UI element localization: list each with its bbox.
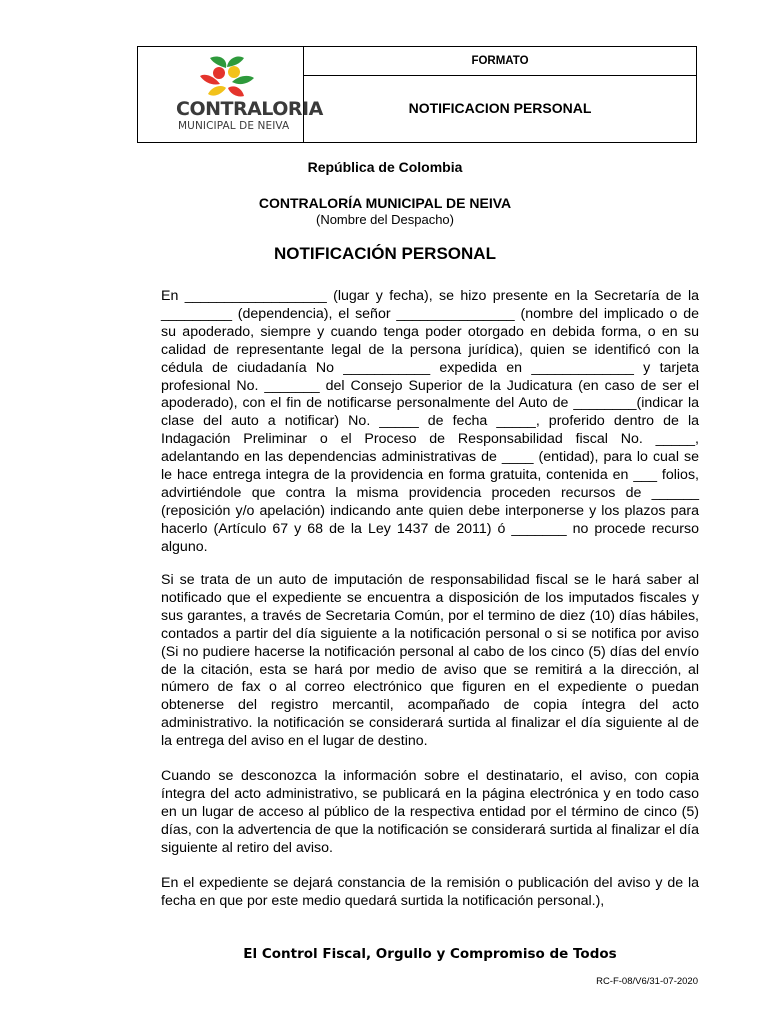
logo-name: CONTRALORIA bbox=[176, 98, 323, 120]
page-title: NOTIFICACIÓN PERSONAL bbox=[274, 244, 496, 263]
entity-note: (Nombre del Despacho) bbox=[315, 212, 454, 227]
logo-subtitle: MUNICIPAL DE NEIVA bbox=[178, 120, 290, 132]
contraloria-logo-mark-icon bbox=[196, 54, 256, 100]
document-code: RC-F-08/V6/31-07-2020 bbox=[596, 976, 698, 987]
header-table bbox=[137, 46, 697, 143]
paragraph-3: Cuando se desconozca la información sobre el destinatario, el aviso, con copia íntegra del acto administrativo, se publicará en la página electrónica y en todo caso en un lugar de acceso al público de la respectiva entidad por el término de cinco (5) días, con la advertencia de que la notificación se considerará surtida al finalizar el día siguiente al retiro del aviso. bbox=[161, 768, 699, 856]
formato-label: FORMATO bbox=[304, 47, 696, 76]
paragraph-4: En el expediente se dejará constancia de la remisión o publicación del aviso y de la fecha en que por este medio quedará surtida la notificación personal.), bbox=[161, 875, 699, 909]
document-title: NOTIFICACION PERSONAL bbox=[408, 100, 592, 116]
entity-heading: CONTRALORÍA MUNICIPAL DE NEIVA bbox=[258, 195, 512, 211]
country-heading: República de Colombia bbox=[307, 159, 463, 175]
paragraph-2: Si se trata de un auto de imputación de responsabilidad fiscal se le hará saber al notificado que el expediente se encuentra a disposición de los imputados fiscales y sus garantes, a través de Secretaria Común, por el termino de diez (10) días hábiles, contados a partir del día siguiente a la notificación personal o si se notifica por aviso (Si no pudiere hacerse la notificación personal al cabo de los cinco (5) días del envío de la citación, esta se hará por medio de aviso que se remitirá a la dirección, al número de fax o al correo electrónico que figuren en el expediente o puedan obtenerse del registro mercantil, acompañado de copia íntegra del acto administrativo. la notificación se considerará surtida al finalizar el día siguiente al de la entrega del aviso en el lugar de destino. bbox=[161, 572, 699, 750]
footer-slogan: El Control Fiscal, Orgullo y Compromiso de Todos bbox=[243, 946, 617, 962]
header-right bbox=[304, 47, 696, 142]
logo bbox=[138, 47, 323, 142]
paragraph-1: En __________________ (lugar y fecha), se hizo presente en la Secretaría de la _________ (dependencia), el señor _______________ (nombre del implicado o de su apoderado, siempre y cuando tenga poder otorgado en debida forma, o en su calidad de representante legal de la persona jurídica), quien se identificó con la cédula de ciudadanía No ___________ expedida en _____________ y tarjeta profesional No. _______ del Consejo Superior de la Judicatura (en caso de ser el apoderado), con el fin de notificarse personalmente del Auto de ________(indicar la clase del auto a notificar) No. _____ de fecha _____, proferido dentro de la Indagación Preliminar o el Proceso de Responsabilidad fiscal No. _____, adelantando en las dependencias administrativas de ____ (entidad), para lo cual se le hace entrega integra de la providencia en forma gratuita, contenida en ___ folios, advirtiéndole que contra la misma providencia proceden recursos de ______ (reposición y/o apelación) indicando ante quien debe interponerse y los plazos para hacerlo (Artículo 67 y 68 de la Ley 1437 de 2011) ó _______ no procede recurso alguno. bbox=[161, 288, 699, 555]
